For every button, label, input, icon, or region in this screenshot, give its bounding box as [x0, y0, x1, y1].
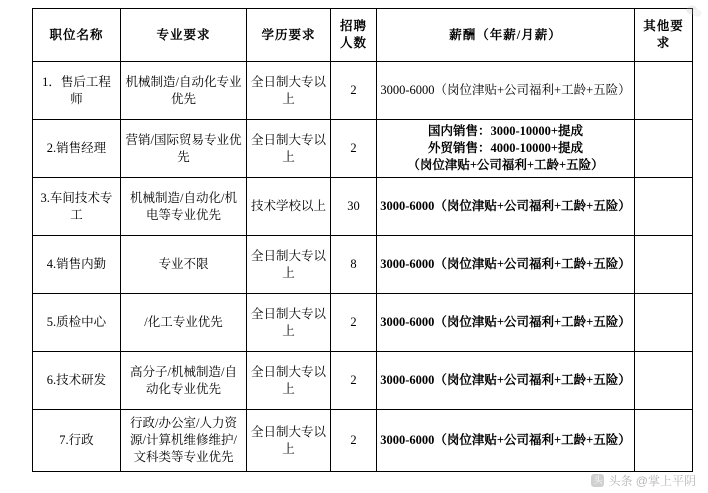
cell-position: 2.销售经理 — [33, 120, 121, 178]
header-other: 其他要求 — [635, 9, 693, 62]
pay-line: （岗位津贴+公司福利+工龄+五险） — [407, 157, 604, 172]
cell-education: 全日制大专以上 — [247, 120, 331, 178]
cell-other — [635, 62, 693, 120]
cell-other — [635, 120, 693, 178]
table-row — [33, 62, 693, 120]
table-body — [33, 62, 693, 472]
cell-other — [635, 178, 693, 236]
cell-position: 7.行政 — [33, 410, 121, 472]
watermark-text: 头条 @掌上平阴 — [608, 474, 696, 488]
cell-count: 2 — [331, 120, 377, 178]
table-row — [33, 294, 693, 352]
cell-education: 全日制大专以上 — [247, 352, 331, 410]
cell-position: 6.技术研发 — [33, 352, 121, 410]
table-row — [33, 178, 693, 236]
table-row — [33, 352, 693, 410]
header-position: 职位名称 — [33, 9, 121, 62]
watermark — [591, 472, 696, 489]
recruitment-table — [32, 8, 693, 472]
cell-other — [635, 352, 693, 410]
header-count: 招聘人数 — [331, 9, 377, 62]
cell-major: 行政/办公室/人力资源/计算机维修维护/文科类等专业优先 — [121, 410, 247, 472]
table-header — [33, 9, 693, 62]
cell-major: 营销/国际贸易专业优先 — [121, 120, 247, 178]
cell-count: 2 — [331, 62, 377, 120]
cell-major: 机械制造/自动化专业优先 — [121, 62, 247, 120]
wechat-icon — [686, 4, 702, 18]
cell-count: 8 — [331, 236, 377, 294]
pay-line: 国内销售：3000-10000+提成 — [427, 124, 584, 139]
cell-education: 全日制大专以上 — [247, 236, 331, 294]
cell-pay: 3000-6000（岗位津贴+公司福利+工龄+五险） — [377, 62, 635, 120]
cell-major: 专业不限 — [121, 236, 247, 294]
cell-education: 全日制大专以上 — [247, 410, 331, 472]
cell-pay: 3000-6000（岗位津贴+公司福利+工龄+五险） — [377, 352, 635, 410]
job-listing-sheet — [32, 8, 692, 472]
cell-major: 机械制造/自动化/机电等专业优先 — [121, 178, 247, 236]
cell-pay: 3000-6000（岗位津贴+公司福利+工龄+五险） — [377, 236, 635, 294]
cell-count: 2 — [331, 294, 377, 352]
cell-major: /化工专业优先 — [121, 294, 247, 352]
cell-position: 4.销售内勤 — [33, 236, 121, 294]
cell-count: 2 — [331, 410, 377, 472]
cell-pay: 3000-6000（岗位津贴+公司福利+工龄+五险） — [377, 294, 635, 352]
cell-pay — [377, 120, 635, 178]
cell-pay: 3000-6000（岗位津贴+公司福利+工龄+五险） — [377, 178, 635, 236]
cell-pay: 3000-6000（岗位津贴+公司福利+工龄+五险） — [377, 410, 635, 472]
cell-other — [635, 236, 693, 294]
cell-position: 3.车间技术专工 — [33, 178, 121, 236]
cell-education: 全日制大专以上 — [247, 294, 331, 352]
table-row — [33, 410, 693, 472]
cell-other — [635, 294, 693, 352]
cell-count: 30 — [331, 178, 377, 236]
header-education: 学历要求 — [247, 9, 331, 62]
header-pay: 薪酬（年薪/月薪） — [377, 9, 635, 62]
table-row — [33, 120, 693, 178]
cell-education: 技术学校以上 — [247, 178, 331, 236]
toutiao-badge-icon: 头 — [593, 475, 603, 485]
cell-education: 全日制大专以上 — [247, 62, 331, 120]
cell-position: 1．售后工程师 — [33, 62, 121, 120]
table-header-row — [33, 9, 693, 62]
pay-line: 外贸销售：4000-10000+提成 — [427, 141, 584, 156]
cell-position: 5.质检中心 — [33, 294, 121, 352]
table-row — [33, 236, 693, 294]
cell-count: 2 — [331, 352, 377, 410]
cell-other — [635, 410, 693, 472]
header-major: 专业要求 — [121, 9, 247, 62]
cell-major: 高分子/机械制造/自动化专业优先 — [121, 352, 247, 410]
